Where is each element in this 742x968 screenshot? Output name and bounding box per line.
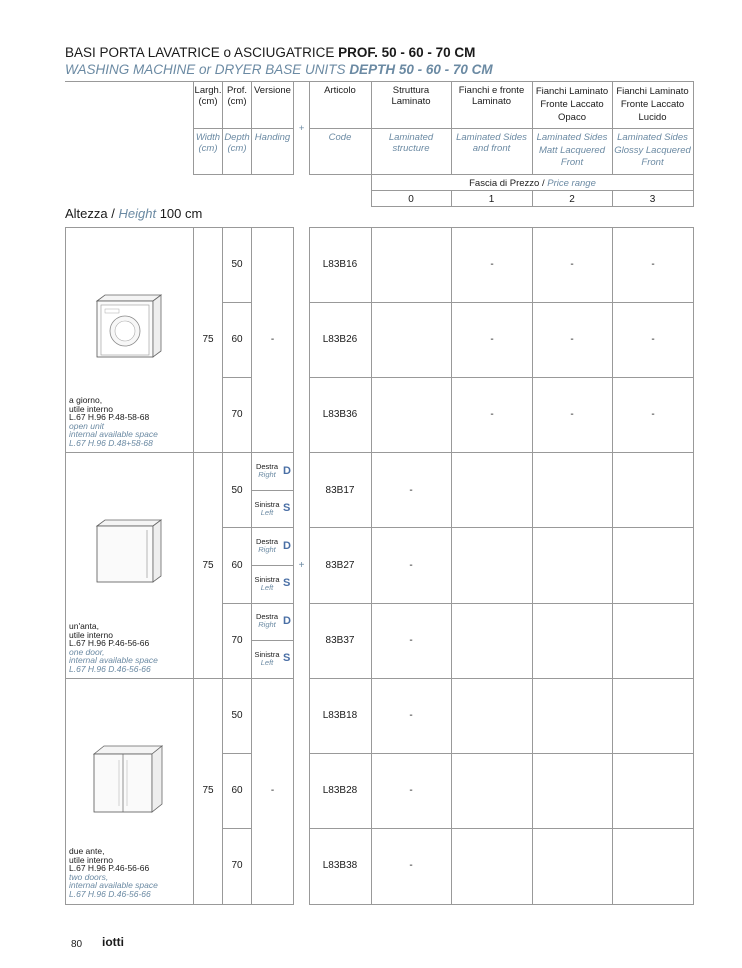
page-title xyxy=(65,45,475,60)
depth-cell: 60 xyxy=(231,334,243,345)
header-col3: Fianchi Laminato Fronte Laccato Lucido xyxy=(616,86,689,123)
brand-logo: iotti xyxy=(102,935,124,949)
depth-cell: 70 xyxy=(231,860,243,871)
header-col1: Fianchi e fronte Laminato xyxy=(458,85,525,107)
price-cell: - xyxy=(490,334,494,345)
price-cell: - xyxy=(570,409,574,420)
depth-cell: 70 xyxy=(231,635,243,646)
price-cell: - xyxy=(409,560,413,571)
title-it-depth: PROF. 50 - 60 - 70 CM xyxy=(338,45,476,60)
depth-cell: 60 xyxy=(231,785,243,796)
one-door-illustration xyxy=(95,518,163,584)
header-depth: Prof. (cm) xyxy=(226,85,248,107)
header-col3-en: Laminated Sides Glossy Lacquered Front xyxy=(614,132,691,168)
handing-right-letter: D xyxy=(283,465,291,477)
handing-right-letter: D xyxy=(283,540,291,552)
header-handing: Versione xyxy=(254,85,291,96)
article-code: L83B28 xyxy=(322,785,358,796)
section-heading: Altezza / Height 100 cm xyxy=(65,206,203,221)
handing-left-letter: S xyxy=(283,577,291,589)
handing-right: Destra Right xyxy=(255,537,279,554)
handing-left: Sinistra Left xyxy=(254,650,280,667)
header-col0-en: Laminated structure xyxy=(388,132,434,154)
price-cell: - xyxy=(409,785,413,796)
title-en: WASHING MACHINE or DRYER BASE UNITS xyxy=(65,62,346,77)
handing-right: Destra Right xyxy=(255,462,279,479)
handing-left: Sinistra Left xyxy=(254,500,280,517)
page-subtitle xyxy=(65,62,493,77)
price-3: 3 xyxy=(649,194,656,205)
price-cell: - xyxy=(651,259,655,270)
depth-cell: 60 xyxy=(231,560,243,571)
group-3-handing: - xyxy=(270,785,275,796)
group-3-description: due ante, utile interno L.67 H.96 P.46-56-66 two doors, internal available space L.67 H.96 D.46-56-66 xyxy=(69,846,158,899)
price-cell: - xyxy=(570,334,574,345)
price-cell: - xyxy=(651,334,655,345)
price-cell: - xyxy=(490,259,494,270)
group-3-width: 75 xyxy=(202,785,214,796)
page-number: 80 xyxy=(71,939,83,950)
article-code: L83B18 xyxy=(322,710,358,721)
price-cell: - xyxy=(409,860,413,871)
price-0: 0 xyxy=(408,194,414,205)
header-width: Largh. (cm) xyxy=(194,85,222,107)
price-2: 2 xyxy=(569,194,575,205)
article-code: L83B38 xyxy=(322,860,358,871)
header-code-en: Code xyxy=(328,132,352,143)
group-1-handing: - xyxy=(270,334,275,345)
depth-cell: 50 xyxy=(231,710,243,721)
depth-cell: 50 xyxy=(231,259,243,270)
header-col2: Fianchi Laminato Fronte Laccato Opaco xyxy=(535,86,609,123)
price-range-label: Fascia di Prezzo / Price range xyxy=(469,178,596,189)
handing-left: Sinistra Left xyxy=(254,575,280,592)
article-code: L83B36 xyxy=(322,409,358,420)
header-col0: Struttura Laminato xyxy=(391,85,431,107)
price-cell: - xyxy=(490,409,494,420)
depth-cell: 50 xyxy=(231,485,243,496)
title-it: BASI PORTA LAVATRICE o ASCIUGATRICE xyxy=(65,45,335,60)
handing-right-letter: D xyxy=(283,615,291,627)
price-1: 1 xyxy=(488,194,495,205)
two-doors-illustration xyxy=(92,744,164,814)
depth-cell: 70 xyxy=(231,409,243,420)
header-width-en: Width (cm) xyxy=(195,132,221,154)
header-col1-en: Laminated Sides and front xyxy=(456,132,527,154)
title-rule xyxy=(65,81,694,82)
price-cell: - xyxy=(570,259,574,270)
article-code: 83B27 xyxy=(325,560,355,571)
handing-left-letter: S xyxy=(283,502,291,514)
header-code: Articolo xyxy=(324,85,356,96)
group-2-plus: + xyxy=(298,560,305,571)
group-2-width: 75 xyxy=(202,560,214,571)
handing-right: Destra Right xyxy=(255,612,279,629)
group-1-width: 75 xyxy=(202,334,214,345)
group-2-description: un'anta, utile interno L.67 H.96 P.46-56-66 one door, internal available space L.67 H.96 D.46-56-66 xyxy=(69,621,158,674)
open-unit-illustration xyxy=(95,293,163,359)
group-1-description: a giorno, utile interno L.67 H.96 P.48-58-68 open unit internal available space L.67 H.96 D.48+58-68 xyxy=(69,395,158,448)
price-cell: - xyxy=(409,485,413,496)
header-depth-en: Depth (cm) xyxy=(224,132,250,154)
header-handing-en: Handing xyxy=(254,132,291,143)
article-code: 83B37 xyxy=(325,635,355,646)
price-cell: - xyxy=(409,710,413,721)
handing-left-letter: S xyxy=(283,652,291,664)
header-col2-en: Laminated Sides Matt Lacquered Front xyxy=(536,132,608,168)
header-plus: + xyxy=(298,123,305,134)
article-code: L83B16 xyxy=(322,259,358,270)
price-cell: - xyxy=(409,635,413,646)
article-code: L83B26 xyxy=(322,334,358,345)
article-code: 83B17 xyxy=(325,485,355,496)
price-cell: - xyxy=(651,409,655,420)
title-en-depth: DEPTH 50 - 60 - 70 CM xyxy=(349,62,493,77)
